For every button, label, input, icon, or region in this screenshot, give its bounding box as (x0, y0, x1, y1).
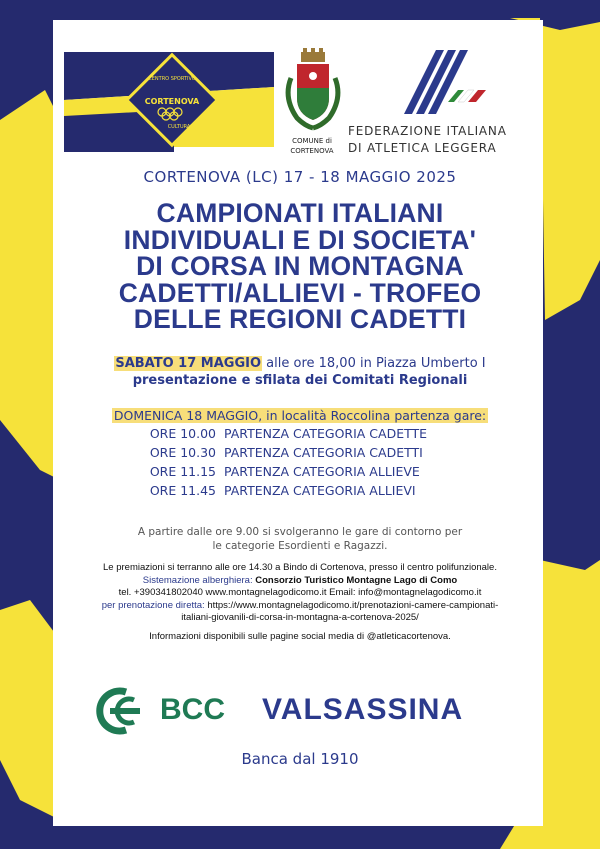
bank-name: BCC (160, 693, 225, 726)
sunday-section (70, 408, 530, 423)
schedule-row (130, 426, 490, 445)
awards-text: Le premiazioni si terranno alle ore 14.30 a Bindo di Cortenova, presso il centro polifunzionale. (103, 562, 497, 573)
club-ring-text-top: CENTRO SPORTIVO (148, 76, 196, 82)
event-title (70, 200, 530, 333)
federation-name-line1: FEDERAZIONE ITALIANA (348, 124, 507, 138)
yellow-accent-left (0, 90, 60, 480)
contour-line1: A partire dalle ore 9.00 si svolgeranno le gare di contorno per (137, 526, 463, 538)
schedule-label: PARTENZA CATEGORIA CADETTI (224, 445, 423, 460)
booking-url-part1[interactable]: https://www.montagnelagodicomo.it/prenotazioni-camere-campionati- (204, 599, 499, 611)
event-place-date: CORTENOVA (LC) 17 - 18 MAGGIO 2025 (143, 168, 457, 186)
comune-label-line2: CORTENOVA (290, 147, 334, 155)
booking-label: per prenotazione diretta: (101, 599, 205, 611)
saturday-line (70, 356, 530, 371)
club-ring-text-bottom: CULTURALE (167, 124, 197, 130)
lodging-label: Sistemazione alberghiera: (142, 574, 256, 586)
schedule-time: ORE 10.00 (149, 426, 216, 441)
federation-logo-icon (400, 50, 500, 114)
contour-races-note (80, 525, 520, 553)
saturday-details: alle ore 18,00 in Piazza Umberto I (262, 356, 486, 371)
schedule-time: ORE 11.15 (149, 464, 216, 479)
sunday-heading-row (70, 408, 530, 423)
lodging-name: Consorzio Turistico Montagne Lago di Como (255, 574, 458, 586)
contacts-text[interactable]: tel. +390341802040 www.montagnelagodicomo.it Email: info@montagnelagodicomo.it (118, 587, 482, 598)
club-name-text: CORTENOVA (144, 97, 200, 106)
title-line-2: INDIVIDUALI E DI SOCIETA' (123, 224, 477, 255)
sunday-heading: DOMENICA 18 MAGGIO, in località Roccolina partenza gare: (113, 408, 487, 423)
bank-tagline: Banca dal 1910 (241, 750, 359, 768)
saturday-day: SABATO 17 MAGGIO (115, 356, 262, 371)
schedule-label: PARTENZA CATEGORIA ALLIEVE (224, 464, 420, 479)
title-line-4: CADETTI/ALLIEVI - TROFEO (118, 277, 482, 308)
lodging-line (75, 575, 525, 588)
comune-label-line1: COMUNE di (292, 137, 332, 145)
schedule-label: PARTENZA CATEGORIA ALLIEVI (224, 483, 416, 498)
schedule-row (130, 464, 490, 483)
schedule-row (130, 445, 490, 464)
schedule-label: PARTENZA CATEGORIA CADETTE (224, 426, 428, 441)
booking-url-part2[interactable]: italiani-giovanili-di-corsa-in-montagna-a-cortenova-2025/ (181, 612, 419, 623)
schedule-time: ORE 10.30 (149, 445, 216, 460)
bcc-logo-icon (90, 686, 152, 736)
social-text: Informazioni disponibili sulle pagine social media di @atleticacortenova. (149, 630, 451, 642)
info-block (75, 562, 525, 643)
bank-place: VALSASSINA (262, 693, 464, 726)
saturday-subtitle: presentazione e sfilata dei Comitati Regionali (132, 373, 468, 388)
schedule-row (130, 483, 490, 502)
schedule-time: ORE 11.45 (149, 483, 216, 498)
saturday-section (70, 356, 530, 388)
contour-line2: le categorie Esordienti e Ragazzi. (212, 540, 388, 552)
title-line-3: DI CORSA IN MONTAGNA (136, 251, 464, 281)
race-schedule (130, 426, 490, 502)
title-line-5: DELLE REGIONI CADETTI (133, 304, 467, 334)
booking-line (75, 600, 525, 613)
title-line-1: CAMPIONATI ITALIANI (156, 198, 444, 228)
club-logo (64, 52, 274, 152)
comune-crest-icon (283, 48, 343, 138)
federation-name-line2: DI ATLETICA LEGGERA (348, 141, 497, 155)
